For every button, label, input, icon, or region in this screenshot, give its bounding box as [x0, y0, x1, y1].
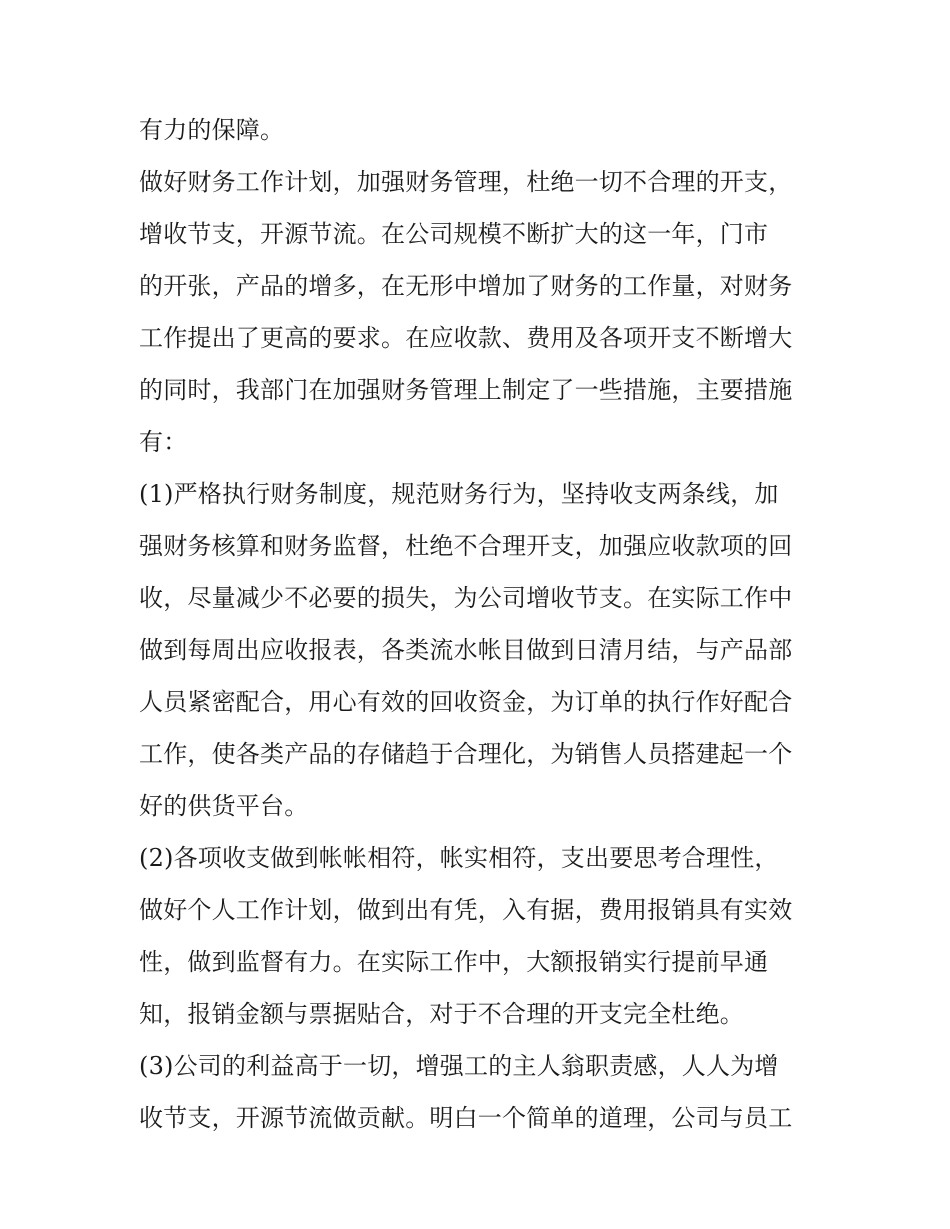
text-line: 的开张，产品的增多，在无形中增加了财务的工作量，对财务 [139, 272, 793, 300]
text-line: 好的供货平台。 [139, 792, 309, 820]
text-line: 有： [139, 428, 188, 456]
text-line: 工作提出了更高的要求。在应收款、费用及各项开支不断增大 [139, 324, 793, 352]
text-line: 的同时，我部门在加强财务管理上制定了一些措施，主要措施 [139, 376, 793, 404]
text-line: 做到每周出应收报表，各类流水帐目做到日清月结，与产品部 [139, 636, 793, 664]
text-line: 做好财务工作计划，加强财务管理，杜绝一切不合理的开支， [139, 168, 793, 196]
text-line: 知，报销金额与票据贴合，对于不合理的开支完全杜绝。 [139, 1000, 744, 1028]
text-line: (2)各项收支做到帐帐相符，帐实相符，支出要思考合理性， [139, 844, 779, 872]
text-line: 人员紧密配合，用心有效的回收资金，为订单的执行作好配合 [139, 688, 793, 716]
text-line: 性，做到监督有力。在实际工作中，大额报销实行提前早通 [139, 948, 769, 976]
text-line: 增收节支，开源节流。在公司规模不断扩大的这一年，门市 [139, 220, 769, 248]
text-line: 强财务核算和财务监督，杜绝不合理开支，加强应收款项的回 [139, 532, 793, 560]
body-text [139, 104, 839, 1144]
text-line: 做好个人工作计划，做到出有凭，入有据，费用报销具有实效 [139, 896, 793, 924]
text-line: (3)公司的利益高于一切，增强工的主人翁职责感，人人为增 [139, 1052, 779, 1080]
text-line: (1)严格执行财务制度，规范财务行为，坚持收支两条线，加 [139, 480, 779, 508]
text-line: 收节支，开源节流做贡献。明白一个简单的道理，公司与员工 [139, 1104, 793, 1132]
text-line: 收，尽量减少不必要的损失，为公司增收节支。在实际工作中 [139, 584, 793, 612]
text-line: 有力的保障。 [139, 116, 285, 144]
text-line: 工作，使各类产品的存储趋于合理化，为销售人员搭建起一个 [139, 740, 793, 768]
